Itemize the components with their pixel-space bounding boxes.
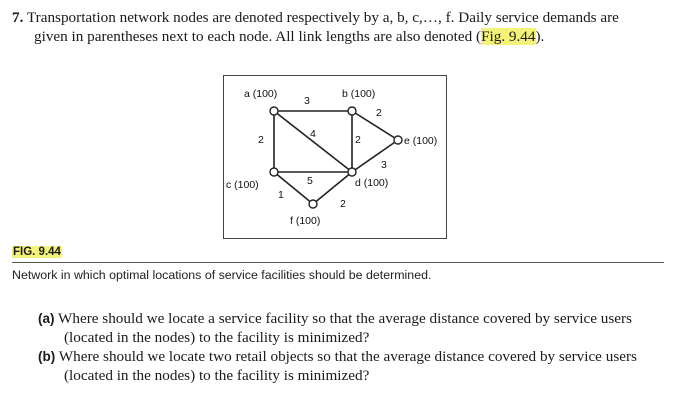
question-a	[38, 309, 668, 347]
question-a-label: (a)	[38, 311, 55, 326]
node-label-d: d (100)	[355, 177, 389, 189]
question-b-line2: (located in the nodes) to the facility is minimized?	[64, 367, 370, 384]
edge-weight-f-d: 2	[340, 198, 346, 210]
node-label-a: a (100)	[244, 88, 278, 100]
node-e	[394, 136, 402, 144]
question-a-line2: (located in the nodes) to the facility is minimized?	[64, 329, 370, 346]
edge-weight-c-f: 1	[278, 189, 284, 201]
edge-weight-b-e: 2	[376, 107, 382, 119]
node-a	[270, 107, 278, 115]
edge-weight-a-c: 2	[258, 134, 264, 146]
node-label-f: f (100)	[290, 215, 321, 227]
question-b-line1: Where should we locate two retail objects so that the average distance covered by service users	[58, 348, 637, 365]
problem-text: Transportation network nodes are denoted respectively by a, b, c,…, f. Daily service demands are	[26, 9, 619, 26]
question-a-line1: Where should we locate a service facility so that the average distance covered by service users	[58, 310, 632, 327]
caption-divider	[12, 262, 664, 263]
node-label-b: b (100)	[342, 88, 376, 100]
figure-caption: Network in which optimal locations of service facilities should be determined.	[12, 268, 432, 282]
edge-weight-a-b: 3	[304, 95, 310, 107]
node-b	[348, 107, 356, 115]
network-figure	[223, 75, 447, 239]
problem-number: 7.	[12, 9, 24, 26]
node-d	[348, 168, 356, 176]
edge-weight-c-d: 5	[307, 175, 313, 187]
question-b	[38, 347, 668, 385]
problem-statement	[12, 8, 676, 46]
edge-a-d	[274, 111, 352, 172]
edge-weight-e-d: 3	[381, 159, 387, 171]
problem-text-line2: given in parentheses next to each node. All link lengths are also denoted (Fig. 9.44).	[34, 28, 545, 45]
edge-f-d	[313, 172, 352, 204]
node-label-c: c (100)	[226, 179, 259, 191]
network-diagram	[224, 76, 446, 238]
question-b-label: (b)	[38, 349, 56, 364]
node-label-e: e (100)	[404, 135, 438, 147]
node-c	[270, 168, 278, 176]
edge-weight-b-d: 2	[355, 134, 361, 146]
node-f	[309, 200, 317, 208]
edge-weight-a-d: 4	[310, 128, 316, 140]
figure-reference[interactable]: Fig. 9.44	[481, 28, 536, 45]
figure-label: FIG. 9.44	[13, 246, 61, 258]
